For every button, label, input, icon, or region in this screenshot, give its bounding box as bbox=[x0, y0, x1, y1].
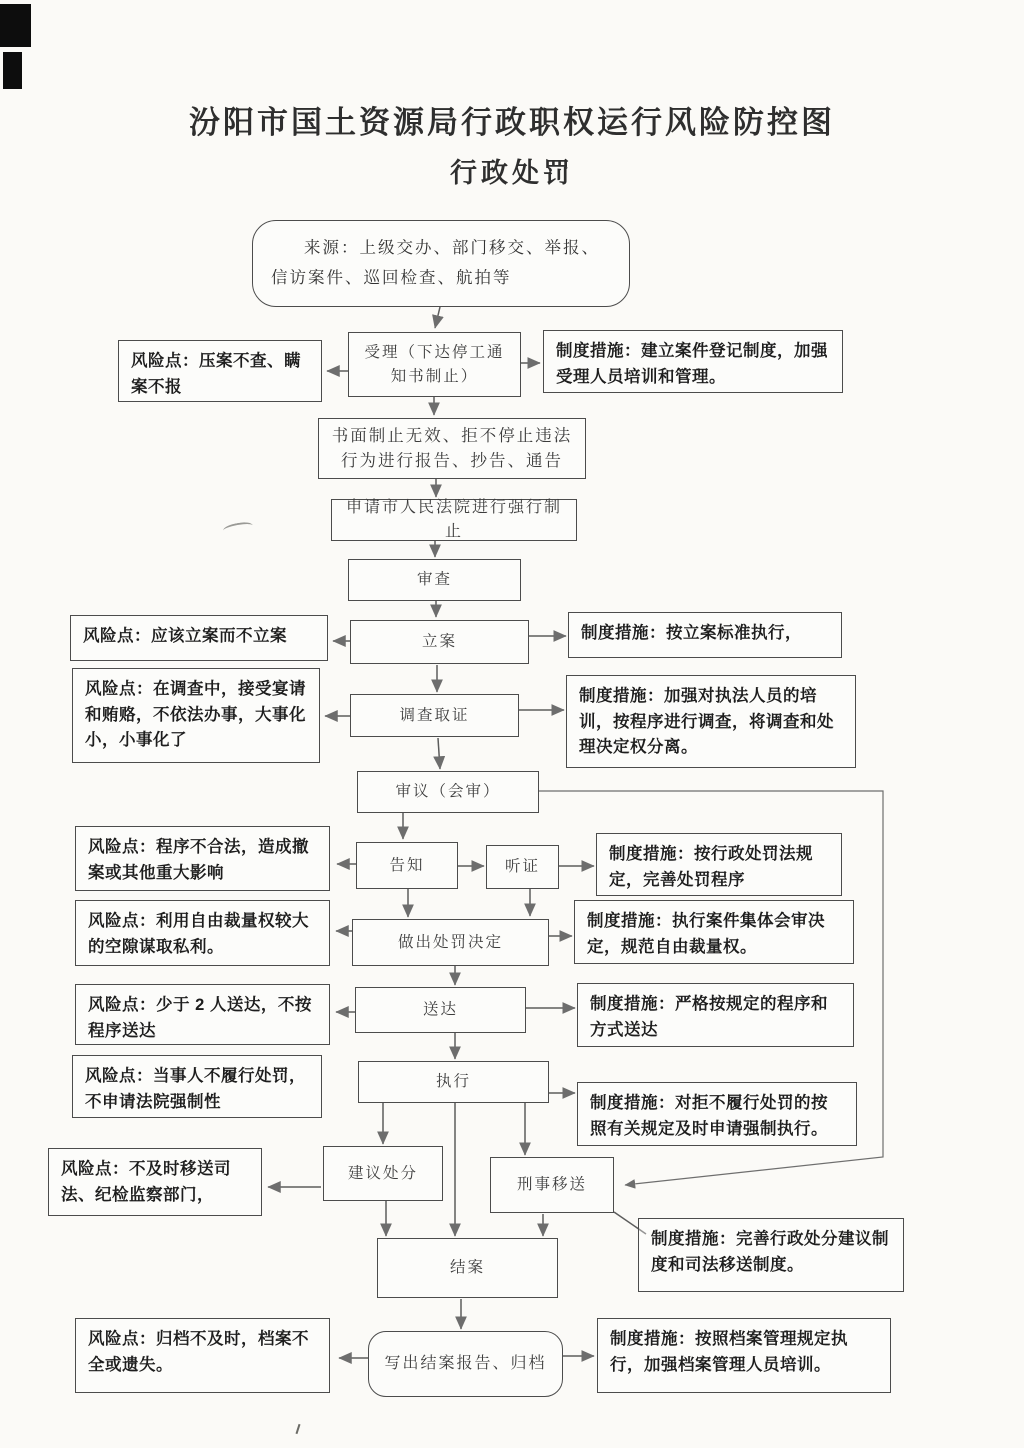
risk-investigate: 风险点：在调查中，接受宴请和贿赂，不依法办事，大事化小，小事化了 bbox=[72, 668, 320, 763]
risk-notify: 风险点：程序不合法，造成撤案或其他重大影响 bbox=[75, 826, 330, 891]
risk-accept: 风险点：压案不查、瞒案不报 bbox=[118, 340, 322, 402]
node-court: 申请市人民法院进行强行制止 bbox=[331, 499, 577, 541]
node-source: 来源：上级交办、部门移交、举报、信访案件、巡回检查、航拍等 bbox=[252, 220, 630, 307]
node-notify: 告知 bbox=[356, 842, 458, 889]
risk-suggest: 风险点：不及时移送司法、纪检监察部门， bbox=[48, 1148, 262, 1216]
node-criminal-transfer: 刑事移送 bbox=[490, 1157, 614, 1213]
measure-decision: 制度措施：执行案件集体会审决定，规范自由裁量权。 bbox=[574, 900, 854, 964]
risk-execute: 风险点：当事人不履行处罚，不申请法院强制性 bbox=[72, 1055, 322, 1118]
risk-report: 风险点：归档不及时，档案不全或遗失。 bbox=[75, 1318, 330, 1393]
page-subtitle: 行政处罚 bbox=[450, 158, 574, 188]
measure-filing: 制度措施：按立案标准执行， bbox=[568, 612, 842, 658]
page-title: 汾阳市国土资源局行政职权运行风险防控图 bbox=[189, 105, 835, 140]
node-hearing: 听证 bbox=[486, 845, 559, 889]
risk-decision: 风险点：利用自由裁量权较大的空隙谋取私利。 bbox=[75, 900, 330, 966]
risk-serve: 风险点：少于 2 人送达，不按程序送达 bbox=[75, 984, 330, 1045]
measure-execute: 制度措施：对拒不履行处罚的按照有关规定及时申请强制执行。 bbox=[577, 1082, 857, 1146]
node-accept: 受理（下达停工通知书制止） bbox=[348, 332, 521, 397]
node-report: 写出结案报告、归档 bbox=[368, 1331, 563, 1397]
measure-report: 制度措施：按照档案管理规定执行，加强档案管理人员培训。 bbox=[597, 1318, 891, 1393]
measure-investigate: 制度措施：加强对执法人员的培训，按程序进行调查，将调查和处理决定权分离。 bbox=[566, 675, 856, 768]
node-review: 审查 bbox=[348, 559, 521, 601]
node-deliberate: 审议（会审） bbox=[357, 771, 539, 813]
node-suggest: 建议处分 bbox=[323, 1146, 443, 1201]
risk-filing: 风险点：应该立案而不立案 bbox=[70, 615, 328, 661]
measure-accept: 制度措施：建立案件登记制度，加强受理人员培训和管理。 bbox=[543, 330, 843, 393]
node-serve: 送达 bbox=[355, 987, 526, 1033]
node-filing: 立案 bbox=[350, 620, 529, 664]
measure-notify: 制度措施：按行政处罚法规定，完善处罚程序 bbox=[596, 833, 842, 896]
measure-criminal-transfer: 制度措施：完善行政处分建议制度和司法移送制度。 bbox=[638, 1218, 904, 1292]
node-written-notice: 书面制止无效、拒不停止违法行为进行报告、抄告、通告 bbox=[318, 418, 586, 479]
node-close-case: 结案 bbox=[377, 1238, 558, 1298]
node-decision: 做出处罚决定 bbox=[352, 919, 549, 966]
node-execute: 执行 bbox=[358, 1061, 549, 1103]
measure-serve: 制度措施：严格按规定的程序和方式送达 bbox=[577, 983, 854, 1047]
node-investigate: 调查取证 bbox=[350, 694, 519, 737]
